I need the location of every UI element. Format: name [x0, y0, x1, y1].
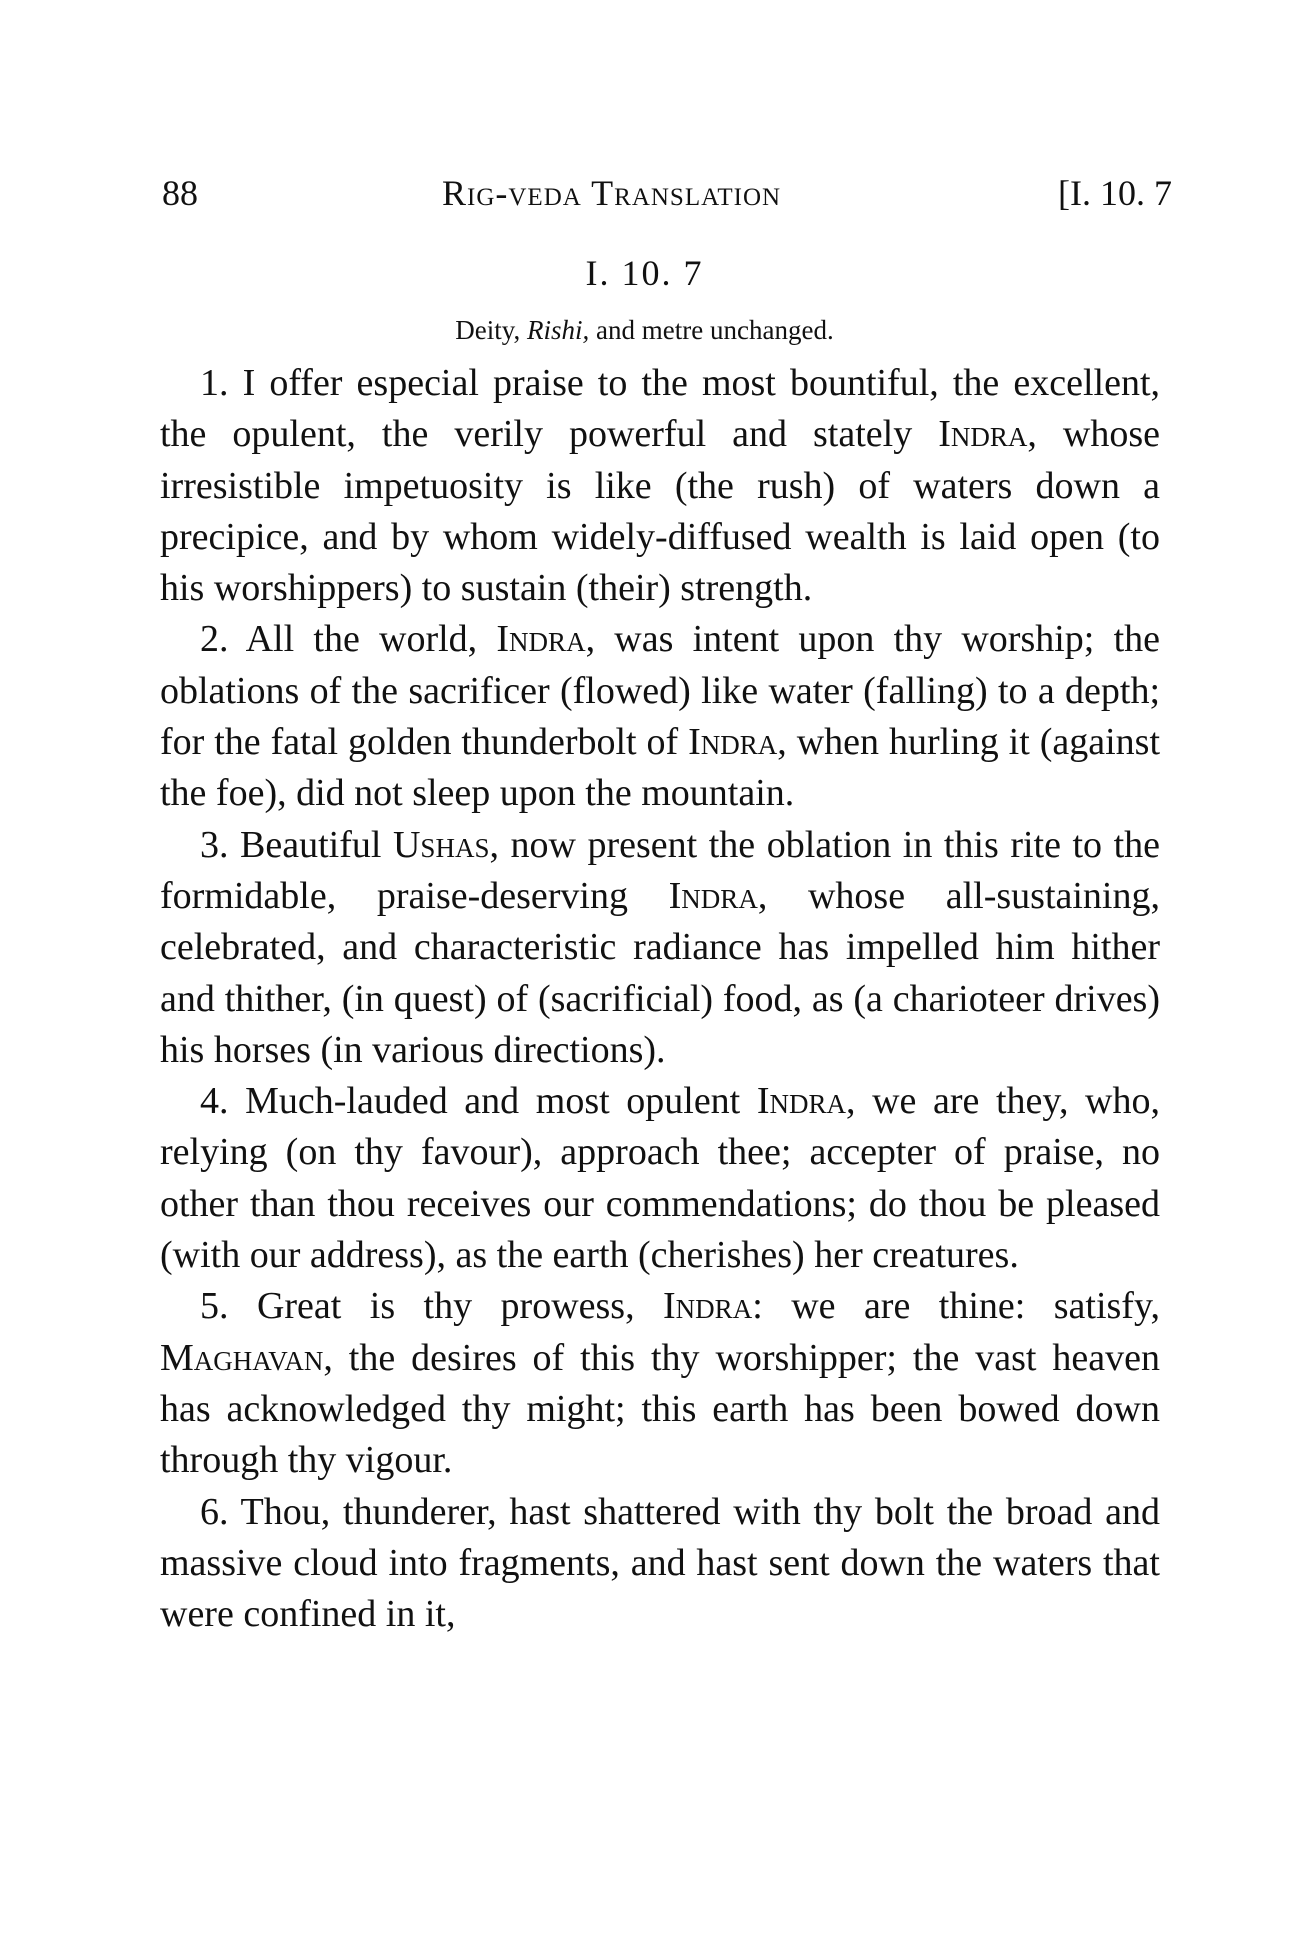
verse-text: Much-lauded and most opulent: [228, 1080, 757, 1123]
verse-text: Beautiful: [228, 823, 393, 866]
verse-text: : we are thine: satisfy,: [752, 1285, 1160, 1328]
verse-6: [160, 1487, 1160, 1641]
verse-text: All the world,: [228, 618, 497, 661]
hymn-reference: I. 10. 7: [585, 253, 704, 293]
verse-text: , the desires of this thy worshipper; the vast heaven has acknowledged thy might; this earth has been bowed down through thy vigour.: [160, 1336, 1160, 1482]
running-title: Rig-veda Translation: [442, 173, 782, 213]
deity-name: Indra: [756, 1080, 847, 1123]
verse-text: , we are they, who, relying (on thy favour), approach thee; accepter of praise, no other than thou receives our commendations; do thou be pleased (with our address), as the earth (cherishes) her creatures.: [160, 1080, 1160, 1277]
deity-name: Maghavan: [160, 1336, 324, 1379]
verse-text: I offer especial praise to the most bountiful, the excellent, the opulent, the verily powerful and stately: [160, 362, 1160, 456]
verse-text: , was intent upon thy worship; the oblations of the sacrificer (flowed) like water (falling) to a depth; for the fatal golden thunderbolt of: [160, 618, 1160, 764]
verse-text: Thou, thunderer, hast shattered with thy bolt the broad and massive cloud into fragments, and hast sent down the waters that were confined in it,: [160, 1490, 1160, 1636]
verse-text: , when hurling it (against the foe), did not sleep upon the mountain.: [160, 721, 1160, 815]
hymn-note-suffix: and metre unchanged.: [589, 315, 834, 345]
deity-name: Ushas: [392, 823, 490, 866]
verse-text: , whose all-sustaining, celebrated, and characteristic radiance has impelled him hither and thither, (in quest) of (sacrificial) food, as (a charioteer drives) his horses (in various directions).: [160, 874, 1160, 1071]
verse-text: , now present the oblation in this rite to the formidable, praise-deserving: [160, 823, 1161, 917]
hymn-body: [160, 358, 1160, 1640]
verse-1: [160, 358, 1160, 614]
deity-name: Indra: [663, 1285, 753, 1328]
verse-number: 6.: [200, 1490, 229, 1533]
hymn-note: [0, 310, 1289, 350]
hymn-note-prefix: Deity,: [455, 315, 528, 345]
verse-4: [160, 1076, 1160, 1281]
verse-text: , whose irresistible impetuosity is like (the rush) of waters down a precipice, and by whom widely-diffused wealth is laid open (to his worshippers) to sustain (their) strength.: [160, 413, 1160, 610]
verse-5: [160, 1281, 1160, 1486]
deity-name: Indra: [496, 618, 586, 661]
verse-number: 2.: [200, 618, 229, 661]
hymn-note-italic: Rishi,: [527, 315, 590, 345]
page-number: 88: [162, 173, 198, 213]
running-head: [162, 168, 1172, 218]
verse-number: 4.: [200, 1080, 229, 1123]
deity-name: Indra: [668, 874, 758, 917]
running-reference: [I. 10. 7: [1058, 173, 1172, 213]
verse-number: 3.: [200, 823, 229, 866]
deity-name: Indra: [938, 413, 1028, 456]
verse-3: [160, 820, 1160, 1076]
deity-name: Indra: [688, 721, 778, 764]
verse-number: 1.: [200, 362, 229, 404]
verse-2: [160, 614, 1160, 819]
verse-text: Great is thy prowess,: [228, 1285, 664, 1328]
verse-number: 5.: [200, 1285, 229, 1328]
